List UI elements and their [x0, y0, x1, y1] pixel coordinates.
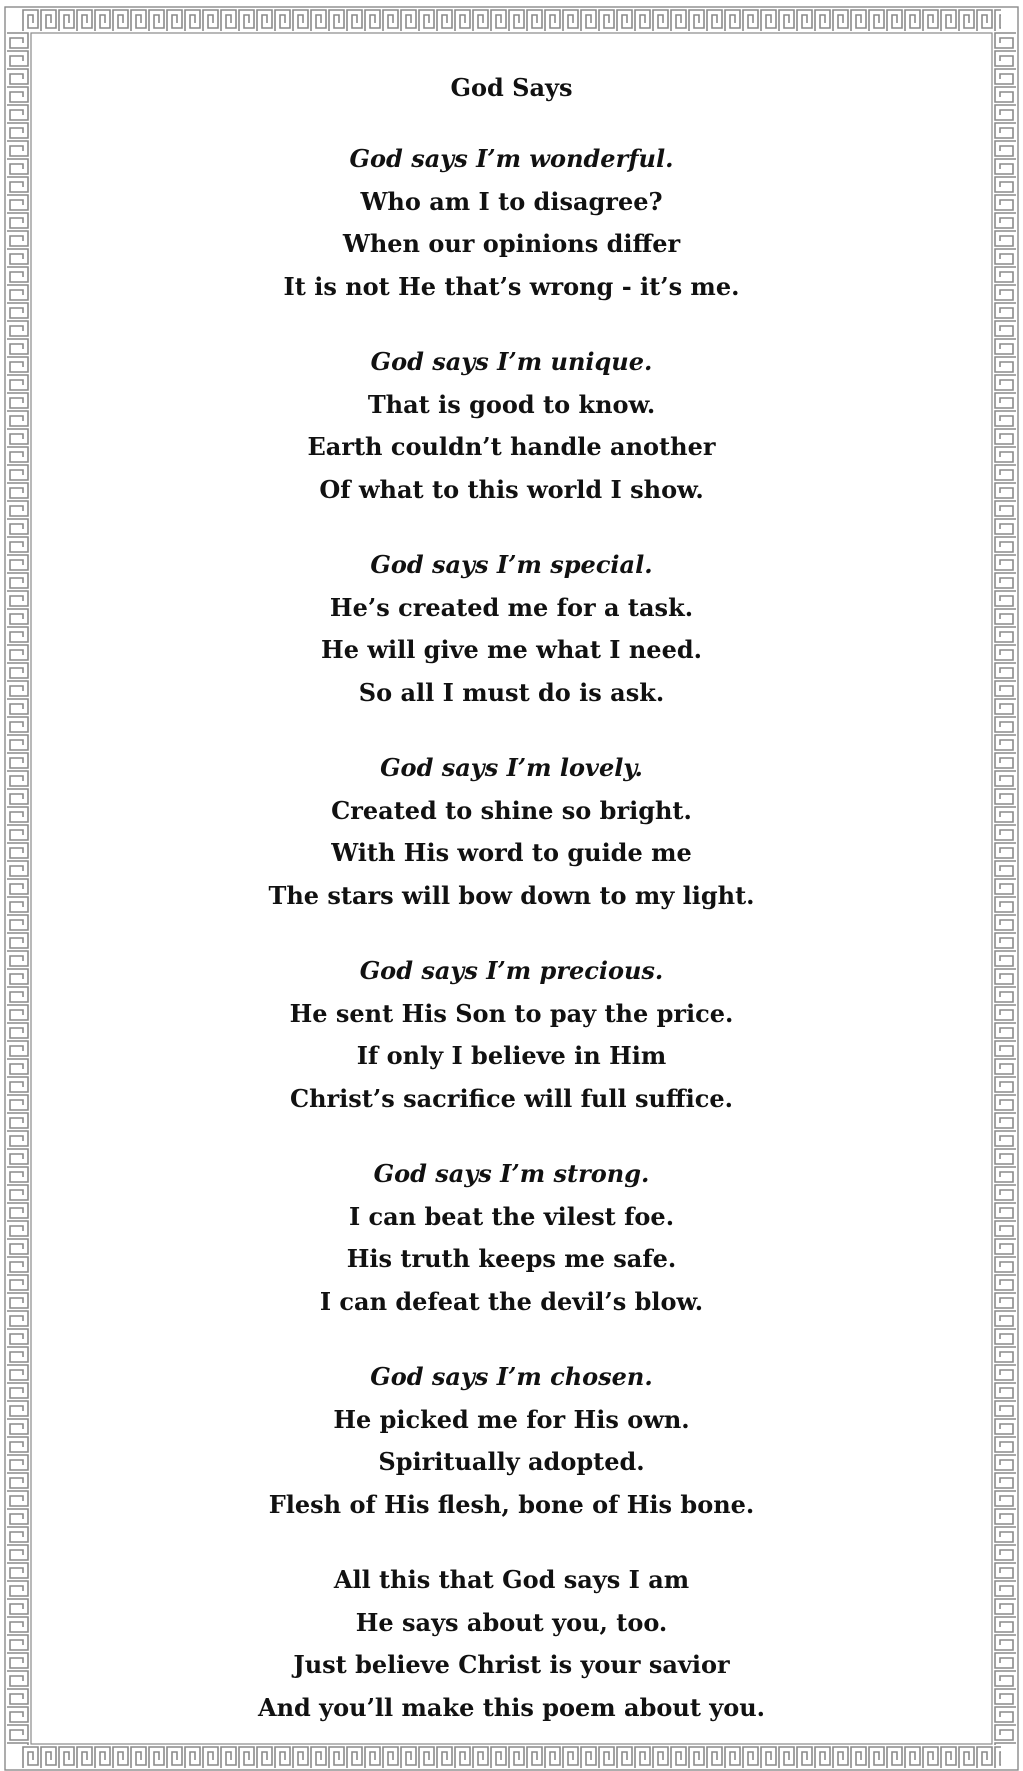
poem-line: Christ’s sacrifice will full suffice. [289, 1083, 733, 1113]
stanza-closing [60, 1559, 963, 1729]
stanza-lead-line: God says I’m lovely. [380, 753, 643, 782]
stanza-wonderful [60, 138, 963, 308]
poem-line: With His word to guide me [331, 838, 692, 867]
poem [60, 62, 963, 1762]
stanza-lead-line: God says I’m chosen. [370, 1362, 653, 1391]
stanza-lead-line: God says I’m unique. [370, 347, 653, 376]
stanza-lead-line: God says I’m special. [370, 550, 653, 579]
stanza-lead-line: God says I’m precious. [359, 956, 664, 985]
poem-line: He says about you, too. [355, 1607, 668, 1637]
poem-line: I can beat the vilest foe. [348, 1201, 675, 1231]
poem-line: Who am I to disagree? [360, 186, 663, 216]
stanza-lead-line: God says I’m strong. [373, 1159, 650, 1188]
poem-line: He’s created me for a task. [329, 592, 694, 622]
poem-line: That is good to know. [367, 389, 656, 419]
poem-line: He picked me for His own. [333, 1404, 690, 1434]
poem-line: He sent His Son to pay the price. [289, 998, 734, 1028]
poem-line: He will give me what I need. [321, 635, 702, 664]
stanza-strong [60, 1153, 963, 1323]
stanza-lovely [60, 747, 963, 917]
poem-line: Spiritually adopted. [378, 1447, 645, 1476]
poem-line: Created to shine so bright. [331, 795, 692, 825]
stanza-special [60, 544, 963, 714]
poem-line: If only I believe in Him [356, 1041, 667, 1070]
stanza-unique [60, 341, 963, 511]
poem-line: When our opinions differ [342, 229, 681, 258]
poem-line: I can defeat the devil’s blow. [319, 1286, 704, 1316]
stanza-chosen [60, 1356, 963, 1526]
poem-line: Of what to this world I show. [319, 474, 704, 504]
poem-line: And you’ll make this poem about you. [257, 1692, 766, 1722]
poem-line: His truth keeps me safe. [346, 1244, 677, 1273]
poem-line: So all I must do is ask. [358, 677, 665, 707]
stanza-precious [60, 950, 963, 1120]
poem-title: God Says [450, 73, 573, 102]
poem-line: All this that God says I am [333, 1565, 690, 1594]
stanza-lead-line: God says I’m wonderful. [349, 144, 674, 173]
poem-line: Earth couldn’t handle another [307, 432, 716, 461]
poem-line: Flesh of His flesh, bone of His bone. [268, 1489, 755, 1519]
poem-line: The stars will bow down to my light. [268, 880, 755, 910]
poem-line: It is not He that’s wrong - it’s me. [283, 271, 740, 301]
poem-line: Just believe Christ is your savior [293, 1650, 730, 1679]
